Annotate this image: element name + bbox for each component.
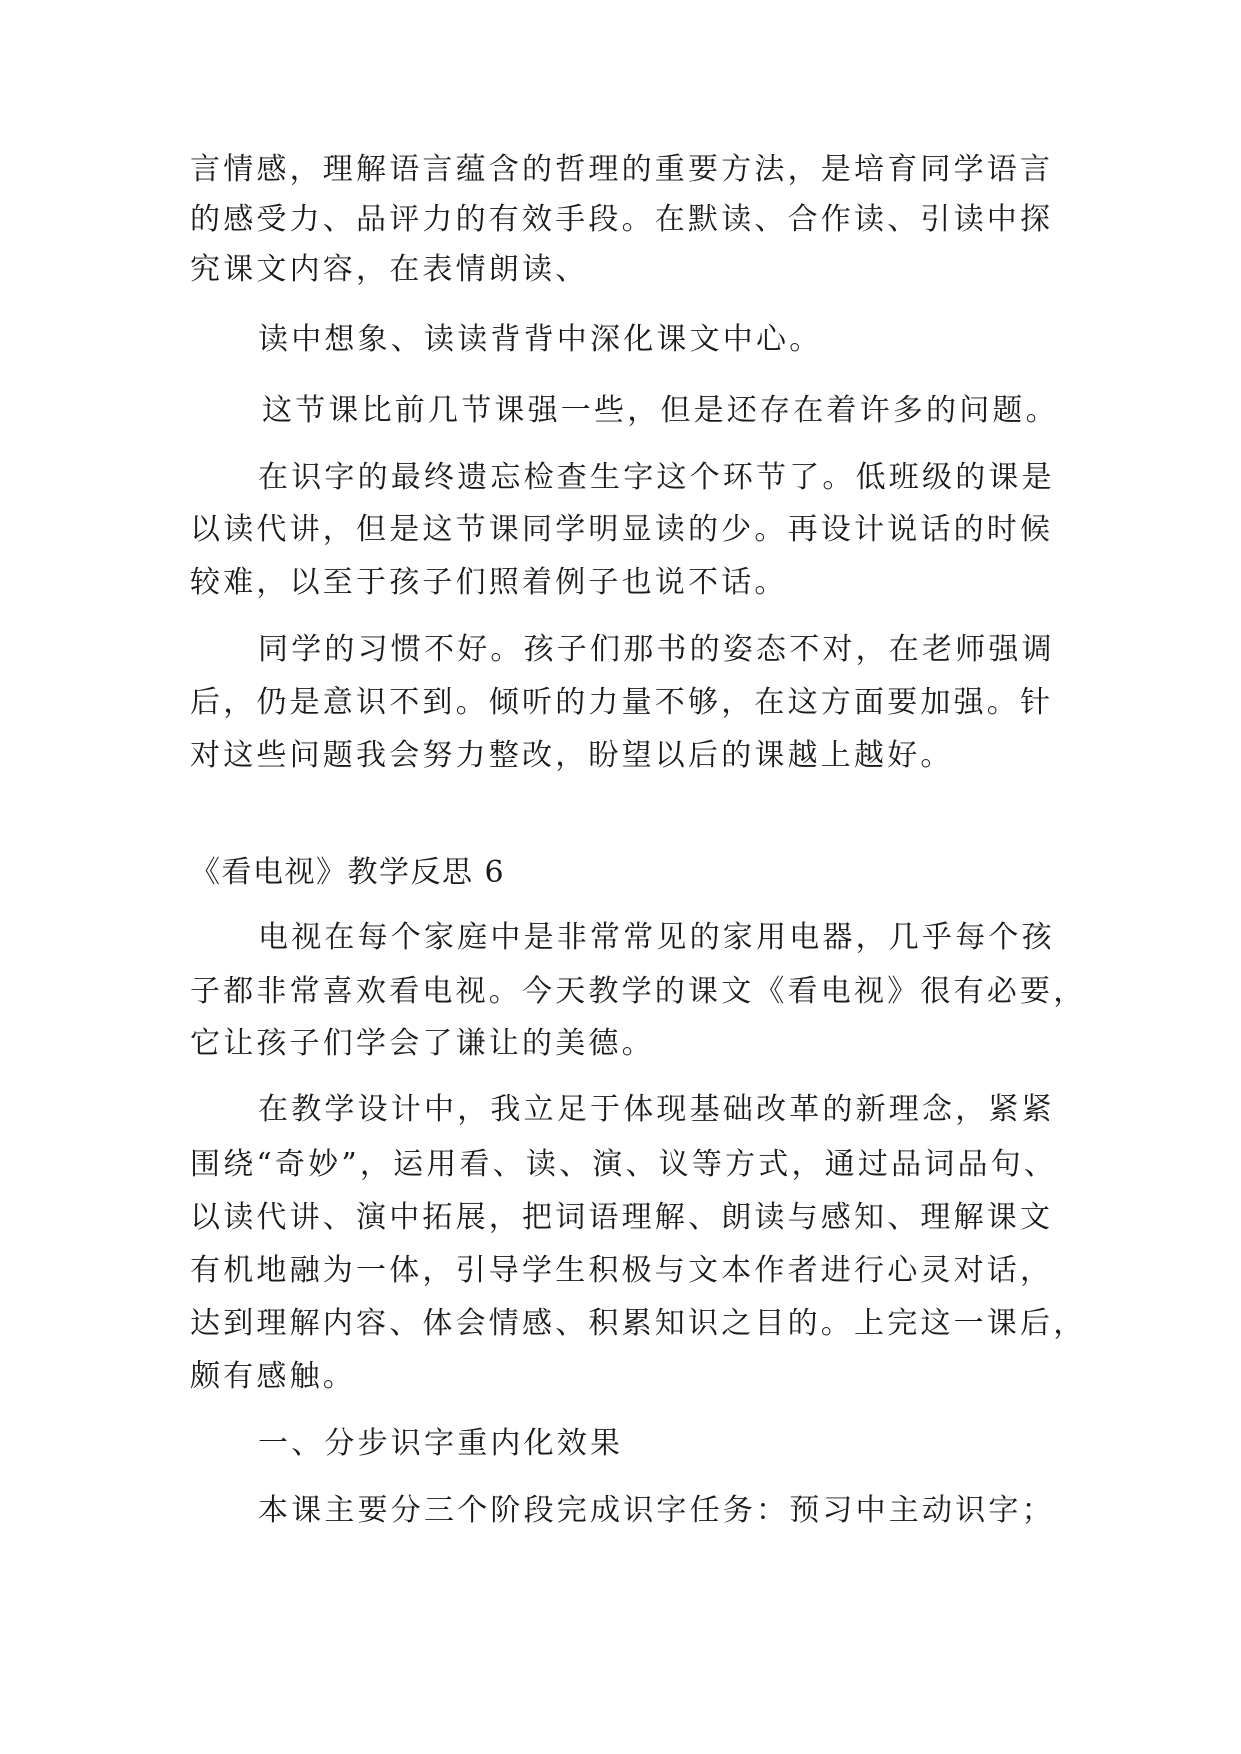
paragraph-line: 围绕“奇妙”，运用看、读、演、议等方式，通过品词品句、 <box>190 1147 1058 1182</box>
paragraph-line: 言情感，理解语言蕴含的哲理的重要方法，是培育同学语言 <box>190 152 1054 187</box>
subheading-line: 一、分步识字重内化效果 <box>258 1426 624 1461</box>
paragraph-line: 电视在每个家庭中是非常常见的家用电器，几乎每个孩 <box>258 920 1055 955</box>
paragraph-line: 子都非常喜欢看电视。今天教学的课文《看电视》很有必要， <box>190 974 1087 1009</box>
paragraph-line: 以读代讲、演中拓展，把词语理解、朗读与感知、理解课文 <box>190 1200 1054 1235</box>
paragraph-line: 有机地融为一体，引导学生积极与文本作者进行心灵对话， <box>190 1253 1054 1288</box>
paragraph-line: 颇有感触。 <box>190 1359 356 1394</box>
paragraph-line: 本课主要分三个阶段完成识字任务：预习中主动识字； <box>258 1493 1055 1528</box>
paragraph-line: 在教学设计中，我立足于体现基础改革的新理念，紧紧 <box>258 1092 1055 1127</box>
paragraph-line: 对这些问题我会努力整改，盼望以后的课越上越好。 <box>190 738 954 773</box>
paragraph-line: 以读代讲，但是这节课同学明显读的少。再设计说话的时候 <box>190 512 1054 547</box>
paragraph-line: 这节课比前几节课强一些，但是还存在着许多的问题。 <box>262 393 1059 428</box>
paragraph-line: 的感受力、品评力的有效手段。在默读、合作读、引读中探 <box>190 202 1054 237</box>
paragraph-line: 读中想象、读读背背中深化课文中心。 <box>258 322 823 357</box>
paragraph-line: 究课文内容，在表情朗读、 <box>190 252 589 287</box>
paragraph-line: 它让孩子们学会了谦让的美德。 <box>190 1026 655 1061</box>
paragraph-line: 在识字的最终遗忘检查生字这个环节了。低班级的课是 <box>258 460 1055 495</box>
paragraph-line: 达到理解内容、体会情感、积累知识之目的。上完这一课后， <box>190 1306 1087 1341</box>
section-heading: 《看电视》教学反思 6 <box>190 855 506 890</box>
paragraph-line: 较难，以至于孩子们照着例子也说不话。 <box>190 565 788 600</box>
paragraph-line: 后，仍是意识不到。倾听的力量不够，在这方面要加强。针 <box>190 685 1054 720</box>
paragraph-line: 同学的习惯不好。孩子们那书的姿态不对，在老师强调 <box>258 632 1055 667</box>
